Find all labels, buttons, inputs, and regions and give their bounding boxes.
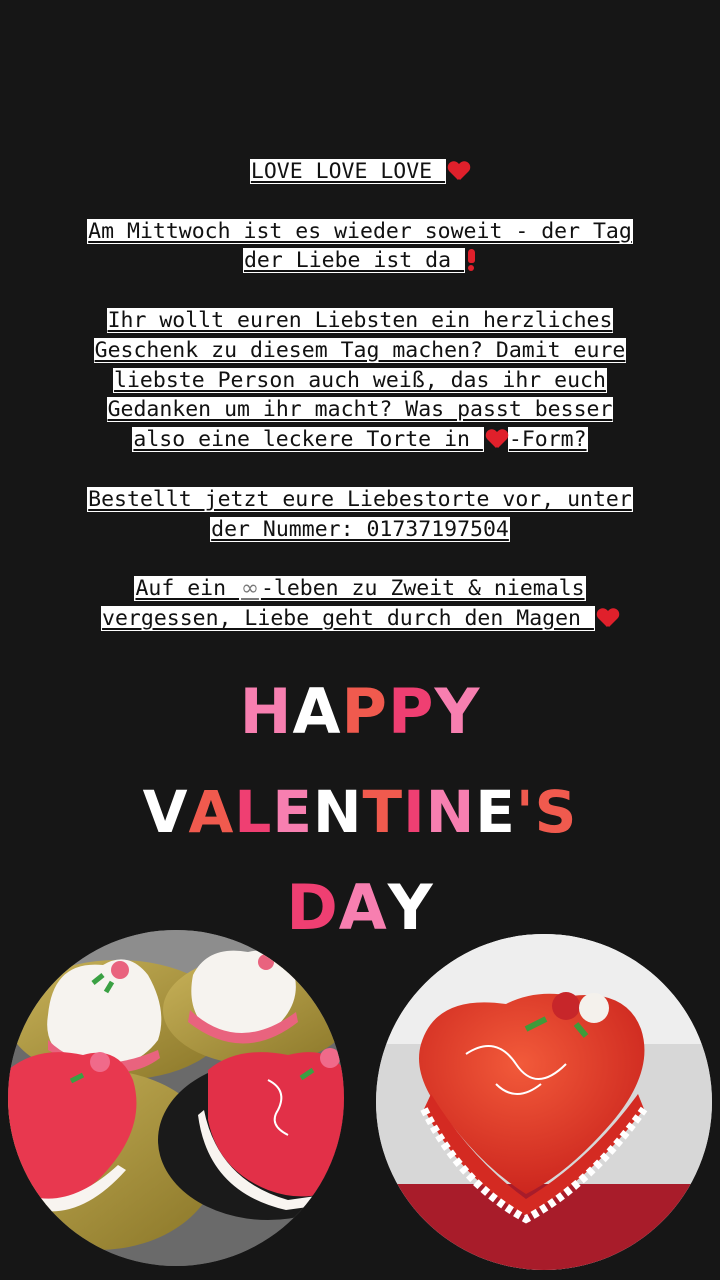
sticker-letter: V [142, 778, 189, 846]
sticker-letter: N [425, 778, 476, 846]
caption-paragraph [0, 574, 720, 634]
sticker-line-valentines [0, 764, 720, 860]
sticker-letter: H [239, 675, 293, 748]
sticker-letter: ' [515, 778, 535, 846]
sticker-letter: A [188, 778, 235, 846]
caption-line: also eine leckere Torte in [133, 427, 483, 453]
caption-line: liebste Person auch weiß, das ihr euch [114, 367, 606, 393]
caption-line: der Liebe ist da [243, 248, 465, 274]
caption-line: Bestellt jetzt eure Liebestorte vor, unter [88, 486, 632, 512]
sticker-letter: P [341, 675, 388, 748]
sticker-letter: A [292, 675, 342, 748]
sticker-letter: E [475, 778, 516, 846]
caption-line: vergessen, Liebe geht durch den Magen [102, 605, 594, 631]
caption-line: LOVE LOVE LOVE [250, 159, 446, 184]
caption-line: Geschenk zu diesem Tag machen? Damit eure [94, 337, 626, 363]
cakes-photo [8, 930, 344, 1266]
heart-icon [597, 608, 619, 628]
sticker-letter: T [362, 778, 404, 846]
infinity-symbol: ∞ [241, 576, 259, 602]
sticker-letter: D [286, 871, 339, 944]
heart-cake-photo [376, 934, 712, 1270]
sticker-letter: Y [387, 871, 434, 944]
caption-line: Ihr wollt euren Liebsten ein herzliches [107, 307, 613, 333]
caption-line: Am Mittwoch ist es wieder soweit - der Tag [88, 218, 632, 244]
sticker-letter: N [312, 778, 363, 846]
sticker-letter: E [272, 778, 313, 846]
exclamation-heart-icon [465, 249, 477, 271]
sticker-line-day [0, 860, 720, 956]
sticker-letter: Y [434, 675, 481, 748]
caption-line: Gedanken um ihr macht? Was passt besser [107, 397, 613, 423]
caption-paragraph [0, 485, 720, 545]
story-caption [0, 157, 720, 634]
sticker-letter: P [387, 675, 435, 748]
caption-line: -leben zu Zweit & niemals [260, 576, 585, 602]
sticker-letter: I [403, 778, 426, 846]
caption-paragraph [0, 306, 720, 455]
caption-paragraph [0, 157, 720, 187]
sticker-letter: L [234, 778, 273, 846]
caption-line: -Form? [508, 427, 587, 453]
caption-paragraph [0, 217, 720, 277]
heart-icon [486, 429, 508, 449]
caption-line: der Nummer: 01737197504 [211, 516, 509, 542]
sticker-letter: A [338, 871, 388, 944]
sticker-line-happy [0, 664, 720, 760]
sticker-letter: S [534, 778, 578, 846]
heart-icon [448, 161, 470, 181]
caption-line: Auf ein [135, 576, 240, 602]
happy-valentines-sticker[interactable] [0, 664, 720, 956]
